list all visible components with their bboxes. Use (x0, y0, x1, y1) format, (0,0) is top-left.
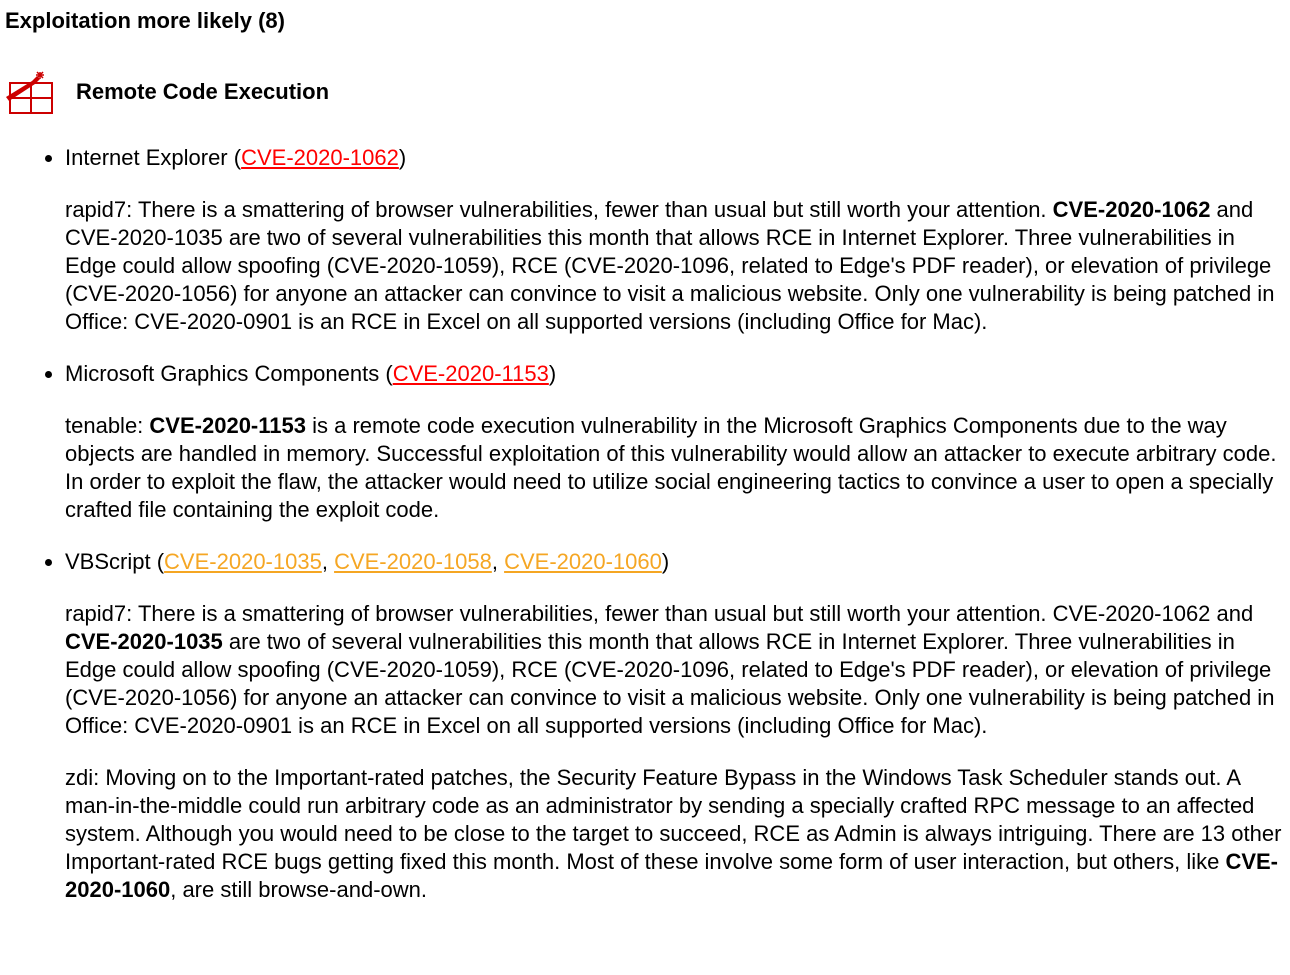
list-item (65, 360, 1290, 524)
item-title: • Internet Explorer (CVE-2020-1062) (65, 145, 407, 170)
item-comment (65, 764, 1290, 904)
cve-link[interactable]: CVE-2020-1153 (392, 361, 549, 386)
item-title: • VBScript (CVE-2020-1035, CVE-2020-1058, CVE-2020-1060) (65, 549, 670, 574)
vulnerability-list (0, 144, 1290, 928)
comment-text: There is a smattering of browser vulnerabilities, fewer than usual but still worth your attention. CVE-2020-1062 and (132, 601, 1254, 626)
comment-highlight: CVE-2020-1153 (149, 413, 306, 438)
cve-link[interactable]: CVE-2020-1058 (334, 549, 492, 574)
comment-source: rapid7: (65, 197, 133, 222)
section-header (4, 68, 329, 116)
comment-text: and CVE-2020-1035 are two of several vulnerabilities this month that allows RCE in Internet Explorer. Three vulnerabilities in Edge could allow spoofing (CVE-2020-1059), RCE (CVE-2020-1096, related to Edge's PDF reader), or elevation of privilege (CVE-2020-1056) for anyone an attacker can convince to visit a malicious website. Only one vulnerability is being patched in Office: CVE-2020-0901 is an RCE in Excel on all supported versions (including Office for Mac). (65, 197, 1275, 334)
product-name: Microsoft Graphics Components (65, 361, 380, 386)
section-title: Remote Code Execution (76, 79, 330, 104)
page-heading: Exploitation more likely (8) (5, 8, 285, 33)
cve-link[interactable]: CVE-2020-1035 (164, 549, 322, 574)
comment-highlight: CVE-2020-1035 (65, 629, 223, 654)
comment-source: rapid7: (65, 601, 133, 626)
comment-text: is a remote code execution vulnerability in the Microsoft Graphics Components due to the way objects are handled in memory. Successful exploitation of this vulnerability would allow an attacker to execute arbitrary code. In order to exploit the flaw, the attacker would need to utilize social engineering tactics to convince a user to open a specially crafted file containing the exploit code. (65, 413, 1277, 522)
product-name: Internet Explorer (65, 145, 228, 170)
comment-text: Moving on to the Important-rated patches, the Security Feature Bypass in the Windows Task Scheduler stands out. A man-in-the-middle could run arbitrary code as an administrator by sending a specially crafted RPC message to an affected system. Although you would need to be close to the target to succeed, RCE as Admin is always intriguing. There are 13 other Important-rated RCE bugs getting fixed this month. Most of these involve some form of user interaction, but others, like (65, 765, 1282, 874)
item-comment (65, 412, 1290, 524)
list-item (65, 548, 1290, 904)
comment-source: tenable: (65, 413, 144, 438)
product-name: VBScript (65, 549, 151, 574)
list-item (65, 144, 1290, 336)
comment-text: , are still browse-and-own. (170, 877, 427, 902)
comment-source: zdi: (65, 765, 100, 790)
rce-icon (4, 69, 54, 115)
cve-link[interactable]: CVE-2020-1060 (504, 549, 662, 574)
item-comment (65, 196, 1290, 336)
cve-link[interactable]: CVE-2020-1062 (241, 145, 399, 170)
item-comment (65, 600, 1290, 740)
comment-text: are two of several vulnerabilities this month that allows RCE in Internet Explorer. Three vulnerabilities in Edge could allow spoofing (CVE-2020-1059), RCE (CVE-2020-1096, related to Edge's PDF reader), or elevation of privilege (CVE-2020-1056) for anyone an attacker can convince to visit a malicious website. Only one vulnerability is being patched in Office: CVE-2020-0901 is an RCE in Excel on all supported versions (including Office for Mac). (65, 629, 1275, 738)
comment-highlight: CVE-2020-1060 (65, 849, 1278, 902)
comment-text: There is a smattering of browser vulnerabilities, fewer than usual but still worth your attention. (132, 197, 1053, 222)
comment-highlight: CVE-2020-1062 (1052, 197, 1211, 222)
item-title: • Microsoft Graphics Components (CVE-2020-1153) (65, 361, 557, 386)
